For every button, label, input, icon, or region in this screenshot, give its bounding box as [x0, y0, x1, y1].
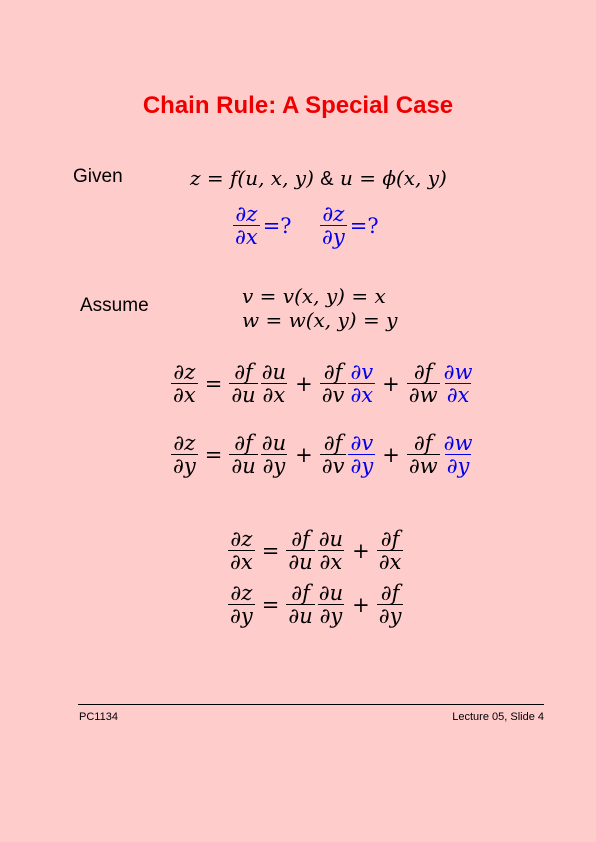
assume-v: v = v(x, y) = x [242, 284, 386, 308]
chain-rule-x: $\frac{\partial z}{\partial x}$ = $\frac{\partial f}{\partial u}$ $\frac{\partial u}{\partial x}$ + $\frac{\partial f}{\partial v}$ $\frac{\partial v}{\partial x}$ + $\frac{\partial f}{\partial w}$ $\frac{\partial w}{\partial x}$ [173, 360, 473, 408]
question-dzdy: $\frac{\partial z}{\partial y}$ =? [322, 202, 379, 250]
given-label: Given [73, 166, 123, 187]
footer-course-code: PC1134 [79, 711, 118, 723]
footer-slide-number: Lecture 05, Slide 4 [452, 711, 544, 723]
given-amp: & [320, 168, 334, 190]
footer-divider [78, 704, 544, 705]
assume-w: w = w(x, y) = y [242, 308, 398, 332]
assume-label: Assume [80, 295, 149, 316]
result-y: $\frac{\partial z}{\partial y}$ = $\frac{\partial f}{\partial u}$ $\frac{\partial u}{\partial y}$ + $\frac{\partial f}{\partial y}$ [230, 581, 402, 629]
given-equation [190, 166, 447, 191]
question-dzdx: $\frac{\partial z}{\partial x}$ =? [235, 202, 292, 250]
given-eq-right: u = ϕ(x, y) [339, 166, 447, 190]
given-eq-left: z = f(u, x, y) [190, 166, 314, 190]
result-x: $\frac{\partial z}{\partial x}$ = $\frac{\partial f}{\partial u}$ $\frac{\partial u}{\partial x}$ + $\frac{\partial f}{\partial x}$ [230, 527, 402, 575]
chain-rule-y: $\frac{\partial z}{\partial y}$ = $\frac{\partial f}{\partial u}$ $\frac{\partial u}{\partial y}$ + $\frac{\partial f}{\partial v}$ $\frac{\partial v}{\partial y}$ + $\frac{\partial f}{\partial w}$ $\frac{\partial w}{\partial y}$ [173, 431, 473, 479]
slide-title: Chain Rule: A Special Case [142, 92, 454, 119]
